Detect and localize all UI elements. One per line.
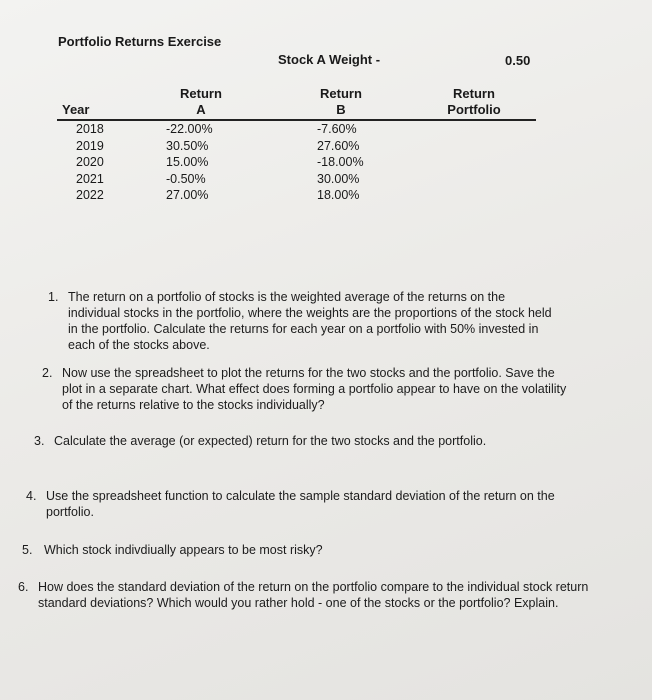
return-a-column — [166, 121, 213, 204]
question-text: Which stock indivdiually appears to be most risky? — [44, 543, 323, 557]
table-cell-year: 2018 — [76, 122, 104, 136]
question-text: Use the spreadsheet function to calculate the sample standard deviation of the return on the portfolio. — [46, 489, 555, 519]
question-number: 3. — [34, 434, 45, 448]
table-cell-return-a: 30.50% — [166, 138, 209, 153]
stock-a-weight-label: Stock A Weight - — [278, 52, 381, 67]
table-cell-return-a: -22.00% — [166, 122, 213, 136]
table-cell-return-b: 27.60% — [317, 138, 360, 153]
column-header-return-a-line1: Return — [180, 86, 222, 101]
return-b-column — [317, 121, 364, 204]
question-text: How does the standard deviation of the return on the portfolio compare to the individual stock return standard deviations? Which would you rather hold - one of the stocks or the portfolio? Explain. — [38, 580, 589, 610]
question-number: 5. — [22, 543, 33, 557]
table-cell-return-b: -18.00% — [317, 155, 364, 170]
page-title: Portfolio Returns Exercise — [58, 34, 222, 49]
question-text: The return on a portfolio of stocks is the weighted average of the returns on the individual stocks in the portfolio, where the weights are the proportions of the stock held in the portfolio. Calculate the returns for each year on a portfolio with 50% invested in each of the stocks above. — [68, 290, 552, 352]
question-number: 1. — [48, 290, 59, 304]
question-text: Now use the spreadsheet to plot the returns for the two stocks and the portfolio. Save the plot in a separate chart. What effect does forming a portfolio appear to have on the volatility of the returns relative to the stocks individually? — [62, 366, 567, 412]
column-header-return-portfolio-line2: Portfolio — [447, 102, 501, 117]
column-header-return-a-line2: A — [196, 102, 206, 117]
column-header-year: Year — [62, 102, 90, 117]
column-header-return-portfolio-line1: Return — [453, 86, 495, 101]
column-header-return-b-line2: B — [336, 102, 346, 117]
table-cell-return-a: 15.00% — [166, 155, 209, 170]
question-number: 4. — [26, 489, 37, 503]
year-column — [76, 121, 104, 204]
stock-a-weight-value: 0.50 — [505, 53, 531, 68]
question-number: 2. — [42, 366, 53, 380]
table-cell-return-a: 27.00% — [166, 188, 209, 203]
table-cell-return-a: -0.50% — [166, 171, 206, 186]
column-header-return-a — [170, 86, 232, 118]
table-cell-year: 2021 — [76, 171, 104, 186]
question-text: Calculate the average (or expected) return for the two stocks and the portfolio. — [54, 434, 487, 448]
table-header-divider — [57, 119, 536, 121]
column-header-return-b-line1: Return — [320, 86, 362, 101]
column-header-return-portfolio — [434, 86, 514, 118]
table-cell-return-b: -7.60% — [317, 122, 357, 136]
table-cell-return-b: 30.00% — [317, 171, 360, 186]
question-number: 6. — [18, 580, 29, 594]
table-cell-return-b: 18.00% — [317, 188, 360, 203]
table-cell-year: 2022 — [76, 188, 104, 203]
table-cell-year: 2019 — [76, 138, 104, 153]
table-cell-year: 2020 — [76, 155, 104, 170]
column-header-return-b — [310, 86, 372, 118]
